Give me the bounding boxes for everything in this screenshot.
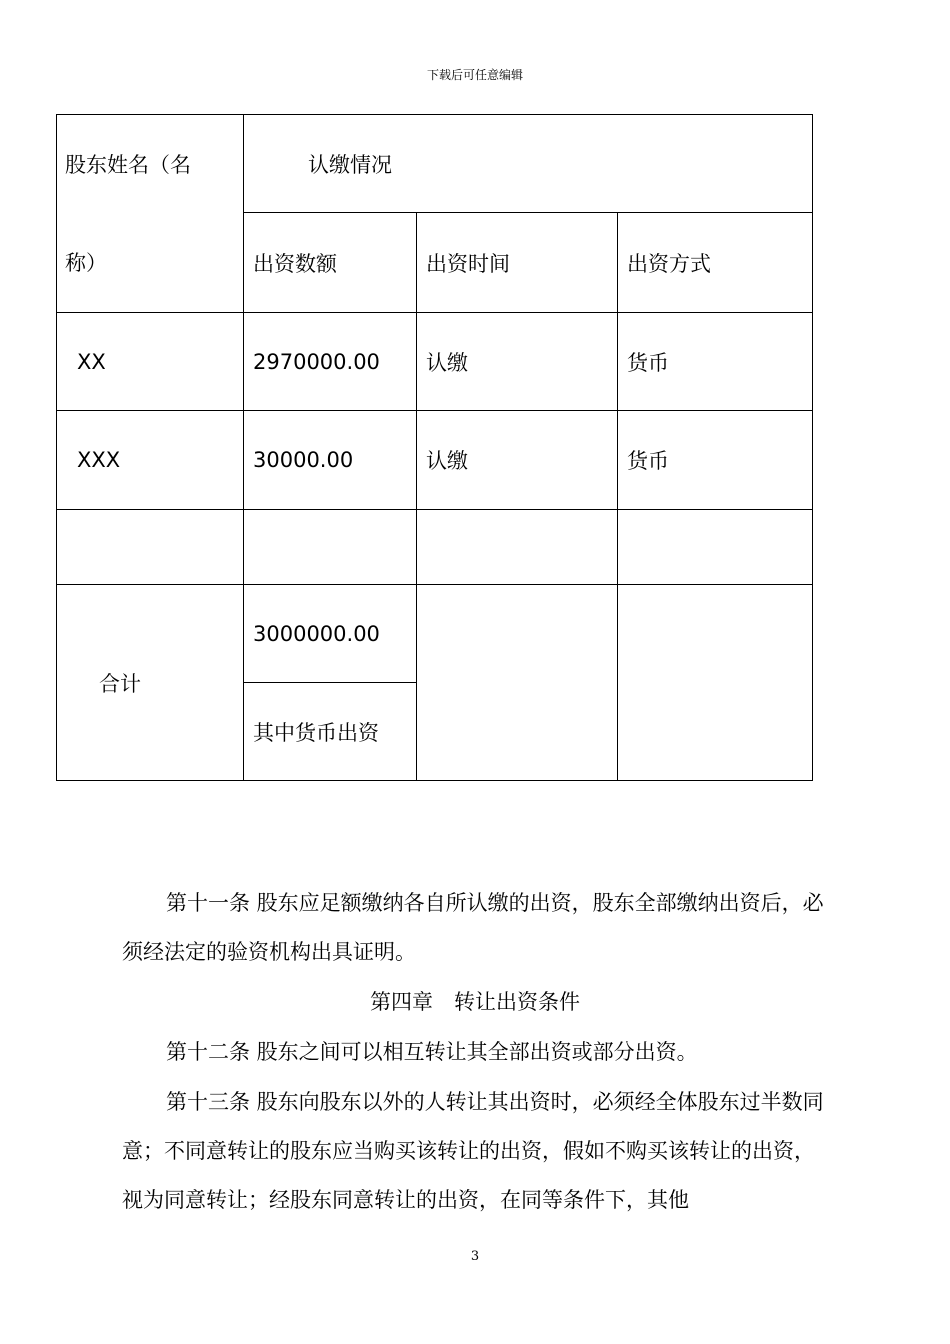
- shareholder-name-header: [57, 115, 244, 313]
- row-time: 认缴: [417, 411, 618, 510]
- subscription-header: 认缴情况: [244, 115, 813, 213]
- row-method: 货币: [618, 411, 813, 510]
- col-method-header: 出资方式: [618, 213, 813, 313]
- row-amount: 2970000.00: [244, 313, 417, 411]
- page-number: 3: [470, 1249, 480, 1264]
- name-header-line1: 股东姓名（名: [65, 153, 191, 177]
- row-name: XX: [57, 313, 244, 411]
- name-header-line2: 称）: [65, 251, 107, 275]
- empty-cell: [57, 510, 244, 585]
- row-method: 货币: [618, 313, 813, 411]
- total-label: 合计: [57, 585, 244, 781]
- row-name: XXX: [57, 411, 244, 510]
- currency-contribution-label: 其中货币出资: [244, 683, 417, 781]
- total-method-cell: [618, 585, 813, 781]
- total-time-cell: [417, 585, 618, 781]
- col-time-header: 出资时间: [417, 213, 618, 313]
- empty-cell: [244, 510, 417, 585]
- row-time: 认缴: [417, 313, 618, 411]
- col-amount-header: 出资数额: [244, 213, 417, 313]
- empty-row: [57, 510, 813, 585]
- empty-cell: [618, 510, 813, 585]
- article-11: 第十一条 股东应足额缴纳各自所认缴的出资，股东全部缴纳出资后，必须经法定的验资机构出具证明。: [122, 891, 824, 964]
- row-amount: 30000.00: [244, 411, 417, 510]
- shareholder-contribution-table: [56, 114, 813, 781]
- article-12: 第十二条 股东之间可以相互转让其全部出资或部分出资。: [166, 1040, 698, 1064]
- table-row: [57, 313, 813, 411]
- total-amount: 3000000.00: [244, 585, 417, 683]
- chapter-4-title: 第四章 转让出资条件: [370, 990, 580, 1014]
- article-13: 第十三条 股东向股东以外的人转让其出资时，必须经全体股东过半数同意；不同意转让的股东应当购买该转让的出资，假如不购买该转让的出资，视为同意转让；经股东同意转让的出资，在同等条件下，其他: [122, 1090, 824, 1212]
- empty-cell: [417, 510, 618, 585]
- table-row: [57, 411, 813, 510]
- page-header: 下载后可任意编辑: [426, 68, 523, 82]
